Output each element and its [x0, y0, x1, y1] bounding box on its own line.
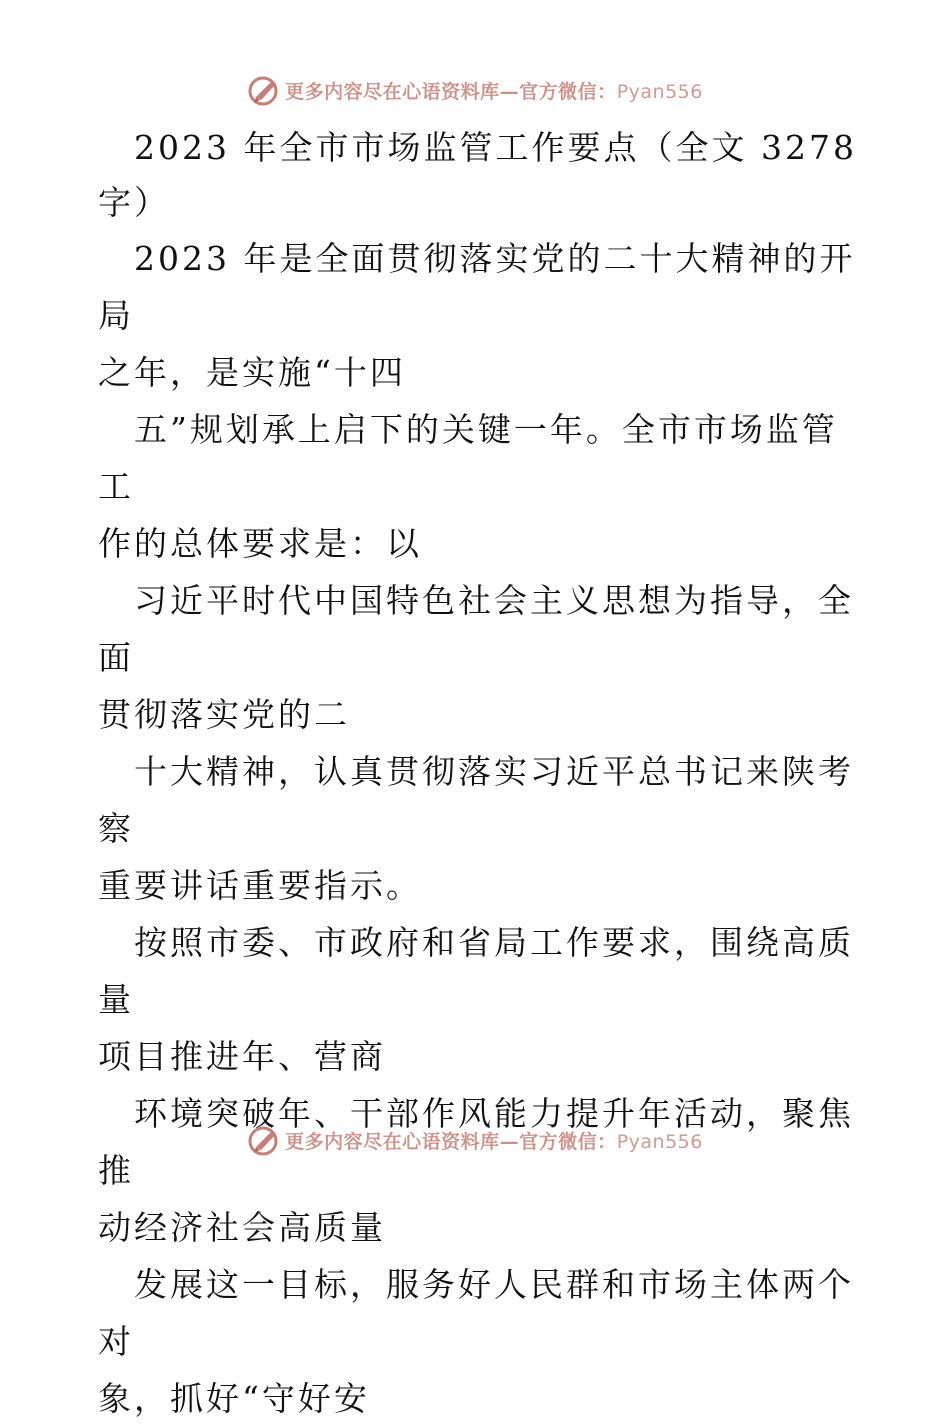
paragraph-line: 重要讲话重要指示。: [98, 866, 422, 905]
paragraph-3: [98, 572, 858, 743]
paragraph-5: [98, 914, 858, 1085]
paragraph-line: 2023 年是全面贯彻落实党的二十大精神的开局: [98, 239, 856, 335]
watermark-separator: —: [499, 80, 520, 103]
paragraph-line: 作的总体要求是：以: [98, 524, 422, 563]
paragraph-line: 十大精神，认真贯彻落实习近平总书记来陕考察: [98, 752, 854, 848]
paragraph-line: 五”规划承上启下的关键一年。全市市场监管工: [98, 410, 838, 506]
paragraph-2: [98, 401, 858, 572]
paragraph-line: 之年，是实施“十四: [98, 353, 406, 392]
watermark-text: [285, 1127, 703, 1154]
watermark-wechat-id: Pyan556: [616, 80, 703, 103]
title-line-2: 字）: [98, 183, 170, 222]
pen-logo-icon: [247, 1123, 281, 1157]
paragraph-line: 按照市委、市政府和省局工作要求，围绕高质量: [98, 923, 854, 1019]
pen-logo-icon: [247, 73, 281, 107]
footer-watermark: [0, 1120, 950, 1160]
paragraph-6: [98, 1085, 858, 1256]
paragraph-line: 习近平时代中国特色社会主义思想为指导，全面: [98, 581, 854, 677]
document-body: [98, 120, 858, 1427]
watermark-separator: —: [499, 1130, 520, 1153]
paragraph-4: [98, 743, 858, 914]
paragraph-line: 动经济社会高质量: [98, 1208, 386, 1247]
paragraph-line: 项目推进年、营商: [98, 1037, 386, 1076]
watermark-contact: 官方微信：: [519, 1130, 617, 1153]
watermark-brand: 更多内容尽在心语资料库: [285, 80, 500, 103]
header-watermark: [0, 70, 950, 110]
paragraph-line: 发展这一目标，服务好人民群和市场主体两个对: [98, 1265, 854, 1361]
document-title: [98, 120, 858, 230]
paragraph-line: 象，抓好“守好安: [98, 1379, 370, 1418]
watermark-wechat-id: Pyan556: [616, 1130, 703, 1153]
paragraph-7: [98, 1256, 858, 1427]
paragraph-1: [98, 230, 858, 401]
watermark-text: [285, 77, 703, 104]
watermark-brand: 更多内容尽在心语资料库: [285, 1130, 500, 1153]
title-line-1: 2023 年全市市场监管工作要点（全文 3278: [134, 128, 857, 167]
paragraph-line: 贯彻落实党的二: [98, 695, 350, 734]
watermark-contact: 官方微信：: [519, 80, 617, 103]
paragraph-line: 环境突破年、干部作风能力提升年活动，聚焦推: [98, 1094, 854, 1190]
